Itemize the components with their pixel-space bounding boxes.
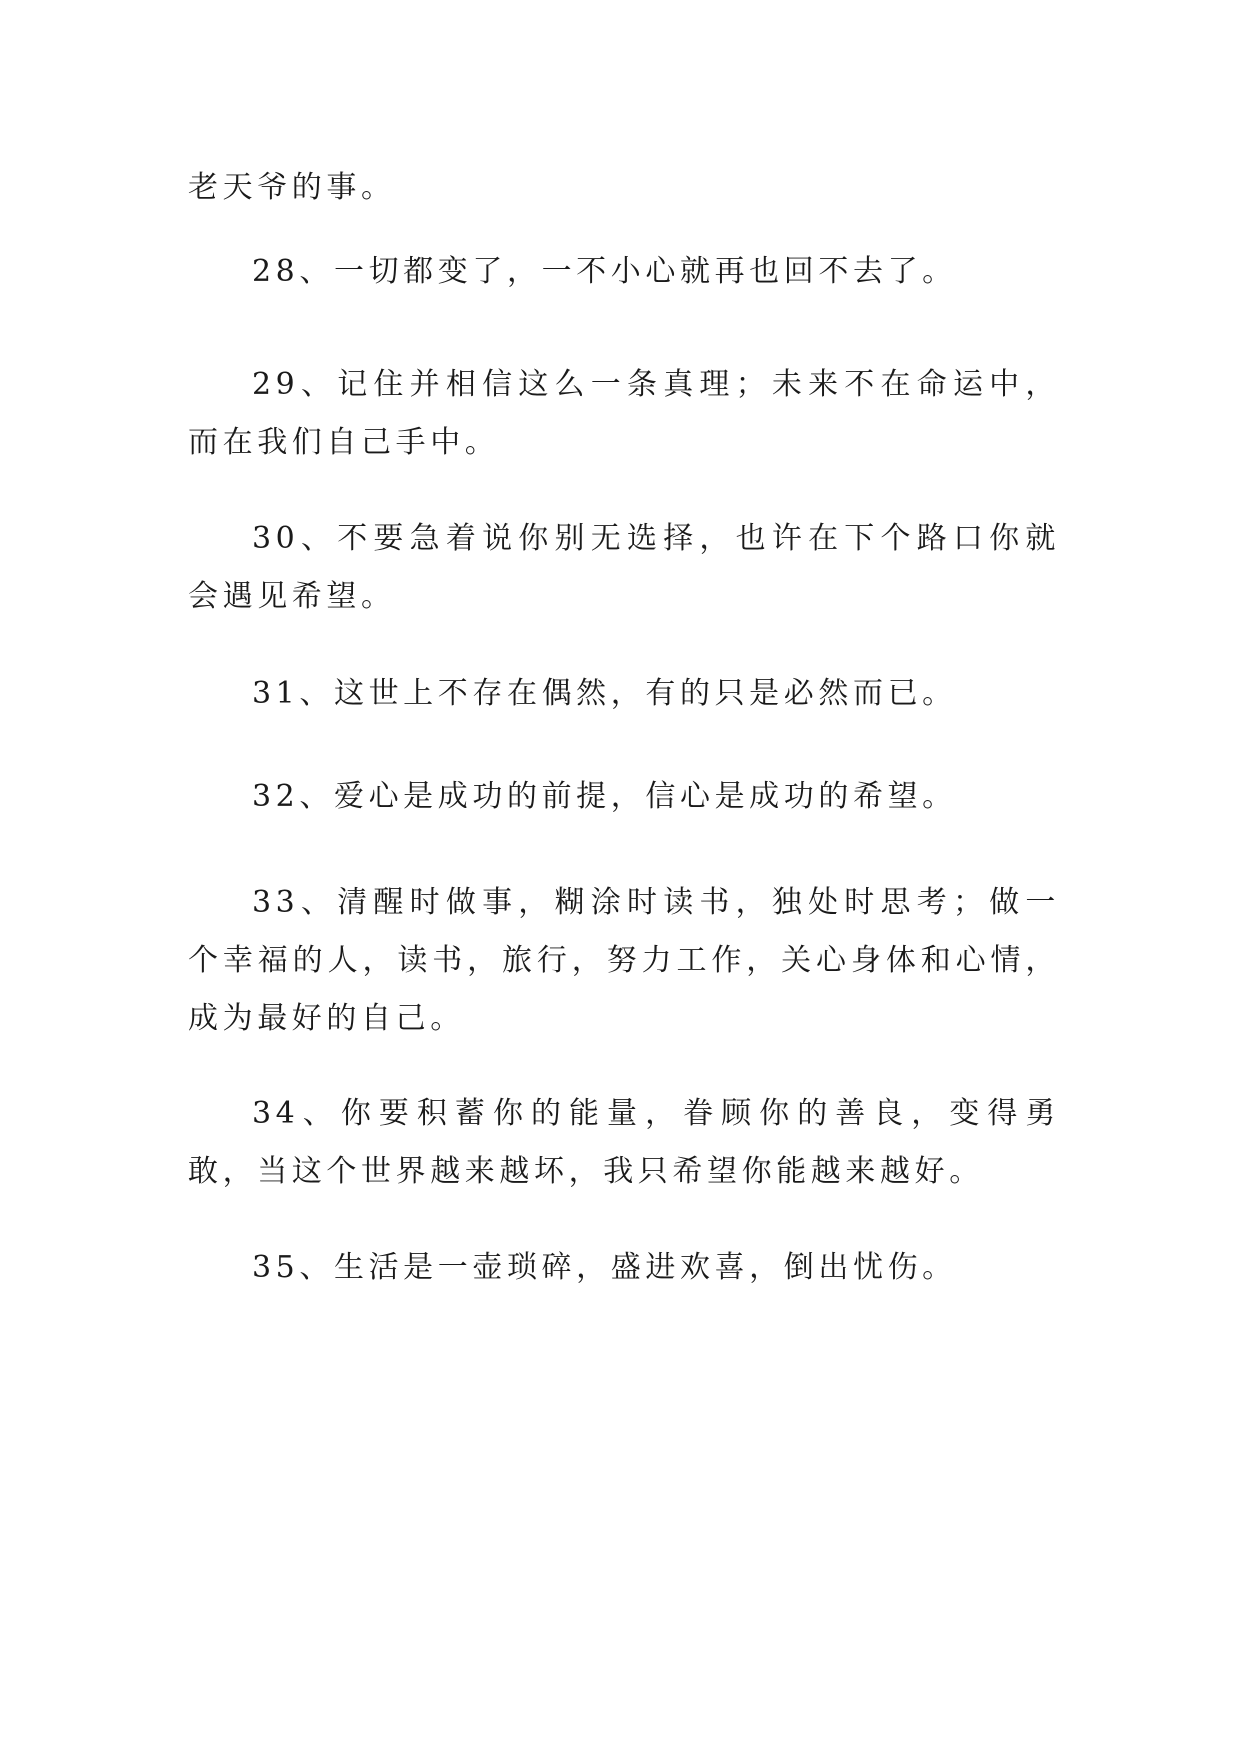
paragraph-continuation: 老天爷的事。 (188, 170, 396, 205)
paragraph-31: 31、这世上不存在偶然，有的只是必然而已。 (252, 676, 957, 711)
paragraph-33: 33、清醒时做事，糊涂时读书，独处时思考；做一个幸福的人，读书，旅行，努力工作，关心身体和心情，成为最好的自己。 (188, 885, 1060, 1036)
paragraph-32: 32、爱心是成功的前提，信心是成功的希望。 (252, 779, 957, 814)
paragraph-29: 29、记住并相信这么一条真理；未来不在命运中，而在我们自己手中。 (188, 367, 1060, 460)
paragraph-28: 28、一切都变了，一不小心就再也回不去了。 (252, 254, 957, 289)
paragraph-30: 30、不要急着说你别无选择，也许在下个路口你就会遇见希望。 (188, 521, 1060, 614)
paragraph-34: 34、你要积蓄你的能量，眷顾你的善良，变得勇敢，当这个世界越来越坏，我只希望你能越来越好。 (188, 1096, 1060, 1189)
paragraph-35: 35、生活是一壶琐碎，盛进欢喜，倒出忧伤。 (252, 1250, 957, 1285)
